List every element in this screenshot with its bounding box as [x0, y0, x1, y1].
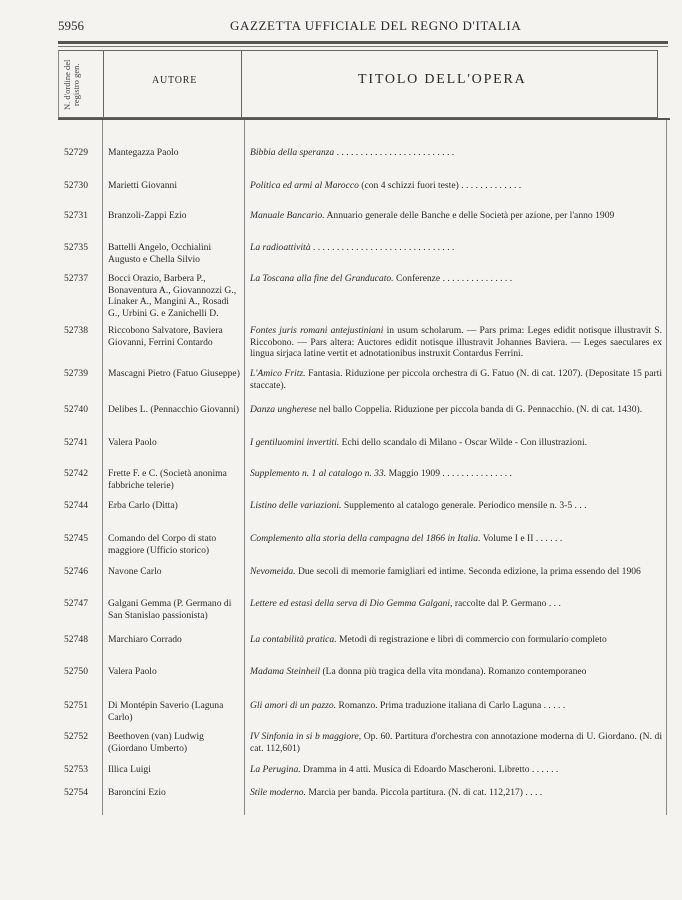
header-divider — [241, 51, 242, 117]
entry-number: 52752 — [64, 731, 88, 742]
entry-title-rest: raccolte dal P. Germano . . . — [452, 598, 561, 609]
entry-number: 52730 — [64, 180, 88, 191]
entry-title-rest: in usum scholarum. — Pars prima: Leges edidit notisque illustravit S. Riccobono. — Pars altera: Auctores edidit notisque illustravit Johannes Baviera. — Leges saeculares ex lingua sirjaca latine vertit et adnotationibus instruxit Contardus Ferrini. — [250, 325, 663, 359]
entry-title — [250, 634, 662, 646]
entry-number: 52753 — [64, 764, 88, 775]
entry-author: Beethoven (van) Ludwig (Giordano Umberto) — [108, 731, 204, 754]
entry-title — [250, 787, 662, 799]
entry-title-rest: Marcia per banda. Piccola partitura. (N. di cat. 112,217) . . . . — [305, 787, 543, 798]
entry-author: Valera Paolo — [108, 437, 157, 448]
entry-title-italic: IV Sinfonia in si b maggiore, — [250, 731, 362, 742]
entry-author: Comando del Corpo di stato maggiore (Ufficio storico) — [108, 533, 217, 556]
entry-author: Marchiaro Corrado — [108, 634, 182, 645]
entry-title-italic: Supplemento n. 1 al catalogo n. 33. — [250, 468, 387, 479]
entry-title-italic: Complemento alla storia della campagna del 1866 in Italia. — [250, 533, 481, 544]
entry-title — [250, 325, 662, 360]
entry-title-rest: Romanzo. Prima traduzione italiana di Carlo Laguna . . . . . — [336, 700, 566, 711]
entry-number: 52745 — [64, 533, 88, 544]
entry-title-rest: (con 4 schizzi fuori teste) . . . . . . . . . . . . . — [358, 180, 522, 191]
entry-author: Navone Carlo — [108, 566, 162, 577]
publication-title: GAZZETTA UFFICIALE DEL REGNO D'ITALIA — [230, 18, 522, 33]
entry-author: Baroncini Ezio — [108, 787, 166, 798]
entry-author: Galgani Gemma (P. Germano di San Stanislao passionista) — [108, 598, 232, 621]
entry-title — [250, 180, 662, 192]
column-header-title: TITOLO DELL'OPERA — [358, 72, 527, 87]
entry-title — [250, 468, 662, 480]
entry-title-rest: Op. 60. Partitura d'orchestra con annotazione moderna di U. Giordano. (N. di cat. 112,601) — [250, 731, 663, 754]
column-divider — [666, 120, 667, 815]
entry-title-rest: Conferenze . . . . . . . . . . . . . . . — [393, 273, 513, 284]
entry-title-rest: Volume I e II . . . . . . — [480, 533, 563, 544]
entry-title-italic: Stile moderno. — [250, 787, 306, 798]
entry-title-italic: La radioattività — [250, 242, 311, 253]
entry-number: 52751 — [64, 700, 88, 711]
entry-number: 52744 — [64, 500, 88, 511]
entry-author: Riccobono Salvatore, Baviera Giovanni, Ferrini Contardo — [108, 325, 223, 348]
entry-title-rest: Fantasia. Riduzione per piccola orchestra di G. Fatuo (N. di cat. 1207). (Depositate 15 parti staccate). — [250, 368, 662, 391]
entry-number: 52738 — [64, 325, 88, 336]
entry-number: 52746 — [64, 566, 88, 577]
top-rule-thin — [58, 46, 668, 47]
entry-title-rest: Echi dello scandalo di Milano - Oscar Wilde - Con illustrazioni. — [339, 437, 588, 448]
column-header-number: N. d'ordine del registro gen. — [62, 59, 81, 111]
entry-title-italic: Nevomeida. — [250, 566, 296, 577]
entry-title — [250, 598, 662, 610]
entry-title-rest: Metodi di registrazione e libri di commercio con formulario completo — [336, 634, 607, 645]
page-number: 5956 — [58, 18, 84, 33]
entry-title-rest: . . . . . . . . . . . . . . . . . . . . . . . . . . . . . . — [310, 242, 455, 253]
entry-author: Mascagni Pietro (Fatuo Giuseppe) — [108, 368, 240, 379]
entry-author: Frette F. e C. (Società anonima fabbriche telerie) — [108, 468, 227, 491]
entry-title — [250, 404, 662, 416]
entry-title — [250, 731, 662, 754]
entry-title-italic: L'Amico Fritz. — [250, 368, 306, 379]
entry-title — [250, 700, 662, 712]
entry-number: 52737 — [64, 273, 88, 284]
entry-title-rest: (La donna più tragica della vita mondana). Romanzo contemporaneo — [320, 666, 587, 677]
entry-title — [250, 566, 662, 578]
entry-author: Battelli Angelo, Occhialini Augusto e Chella Silvio — [108, 242, 212, 265]
entry-title — [250, 764, 662, 776]
entry-number: 52729 — [64, 147, 88, 158]
entry-title-italic: Politica ed armi al Marocco — [250, 180, 359, 191]
entry-title — [250, 437, 662, 449]
entry-title-rest: Due secoli di memorie famigliari ed intime. Seconda edizione, la prima essendo del 1906 — [295, 566, 641, 577]
entry-title — [250, 273, 662, 285]
entry-title-rest: . . . . . . . . . . . . . . . . . . . . . . . . . — [334, 147, 455, 158]
entry-title-italic: I gentiluomini invertiti. — [250, 437, 340, 448]
entry-title-italic: Madama Steinheil — [250, 666, 321, 677]
column-divider — [244, 120, 245, 815]
entry-number: 52739 — [64, 368, 88, 379]
entry-title-rest: Supplemento al catalogo generale. Periodico mensile n. 3-5 . . . — [341, 500, 587, 511]
entry-number: 52741 — [64, 437, 88, 448]
entry-title — [250, 500, 662, 512]
entry-author: Bocci Orazio, Barbera P., Bonaventura A., Giovannozzi G., Linaker A., Mangini A., Rosadi G., Urbini G. e Zanichelli D. — [108, 273, 237, 319]
entry-title — [250, 242, 662, 254]
entry-title — [250, 210, 662, 222]
entry-title-rest: Dramma in 4 atti. Musica di Edoardo Mascheroni. Libretto . . . . . . — [300, 764, 559, 775]
entry-title-rest: nel ballo Coppelia. Riduzione per piccola banda di G. Pennacchio. (N. di cat. 1430). — [316, 404, 643, 415]
entry-number: 52740 — [64, 404, 88, 415]
entry-title-italic: Bibbia della speranza — [250, 147, 335, 158]
entry-number: 52735 — [64, 242, 88, 253]
entry-title — [250, 666, 662, 678]
entry-title — [250, 147, 662, 159]
header-bottom-rule — [58, 118, 670, 120]
entry-title-rest: Annuario generale delle Banche e delle Società per azione, per l'anno 1909 — [324, 210, 615, 221]
column-header-author: AUTORE — [152, 75, 198, 86]
entry-author: Erba Carlo (Ditta) — [108, 500, 178, 511]
entry-number: 52748 — [64, 634, 88, 645]
entry-author: Valera Paolo — [108, 666, 157, 677]
entry-title-italic: Lettere ed estasi della serva di Dio Gemma Galgani, — [250, 598, 453, 609]
top-rule — [58, 41, 668, 44]
column-divider — [102, 120, 103, 815]
entry-title-italic: Listino delle variazioni. — [250, 500, 342, 511]
entry-title-italic: Manuale Bancario. — [250, 210, 325, 221]
entry-title — [250, 368, 662, 391]
entry-author: Di Montépin Saverio (Laguna Carlo) — [108, 700, 224, 723]
entry-title-italic: La Perugina. — [250, 764, 301, 775]
entry-title-italic: Fontes juris romani antejustiniani — [250, 325, 384, 336]
entry-title-rest: Maggio 1909 . . . . . . . . . . . . . . . — [386, 468, 512, 479]
entry-number: 52747 — [64, 598, 88, 609]
entry-number: 52731 — [64, 210, 88, 221]
entry-title-italic: Gli amori di un pazzo. — [250, 700, 337, 711]
entry-title-italic: La contabilità pratica. — [250, 634, 337, 645]
entry-author: Illica Luigi — [108, 764, 151, 775]
entry-author: Branzoli-Zappi Ezio — [108, 210, 187, 221]
entry-author: Marietti Giovanni — [108, 180, 178, 191]
entry-title-italic: La Toscana alla fine del Granducato. — [250, 273, 394, 284]
entry-number: 52742 — [64, 468, 88, 479]
entry-title-italic: Danza ungherese — [250, 404, 317, 415]
entry-number: 52754 — [64, 787, 88, 798]
entry-number: 52750 — [64, 666, 88, 677]
entry-title — [250, 533, 662, 545]
entry-author: Delibes L. (Pennacchio Giovanni) — [108, 404, 240, 415]
header-divider — [103, 51, 104, 117]
entry-author: Mantegazza Paolo — [108, 147, 179, 158]
